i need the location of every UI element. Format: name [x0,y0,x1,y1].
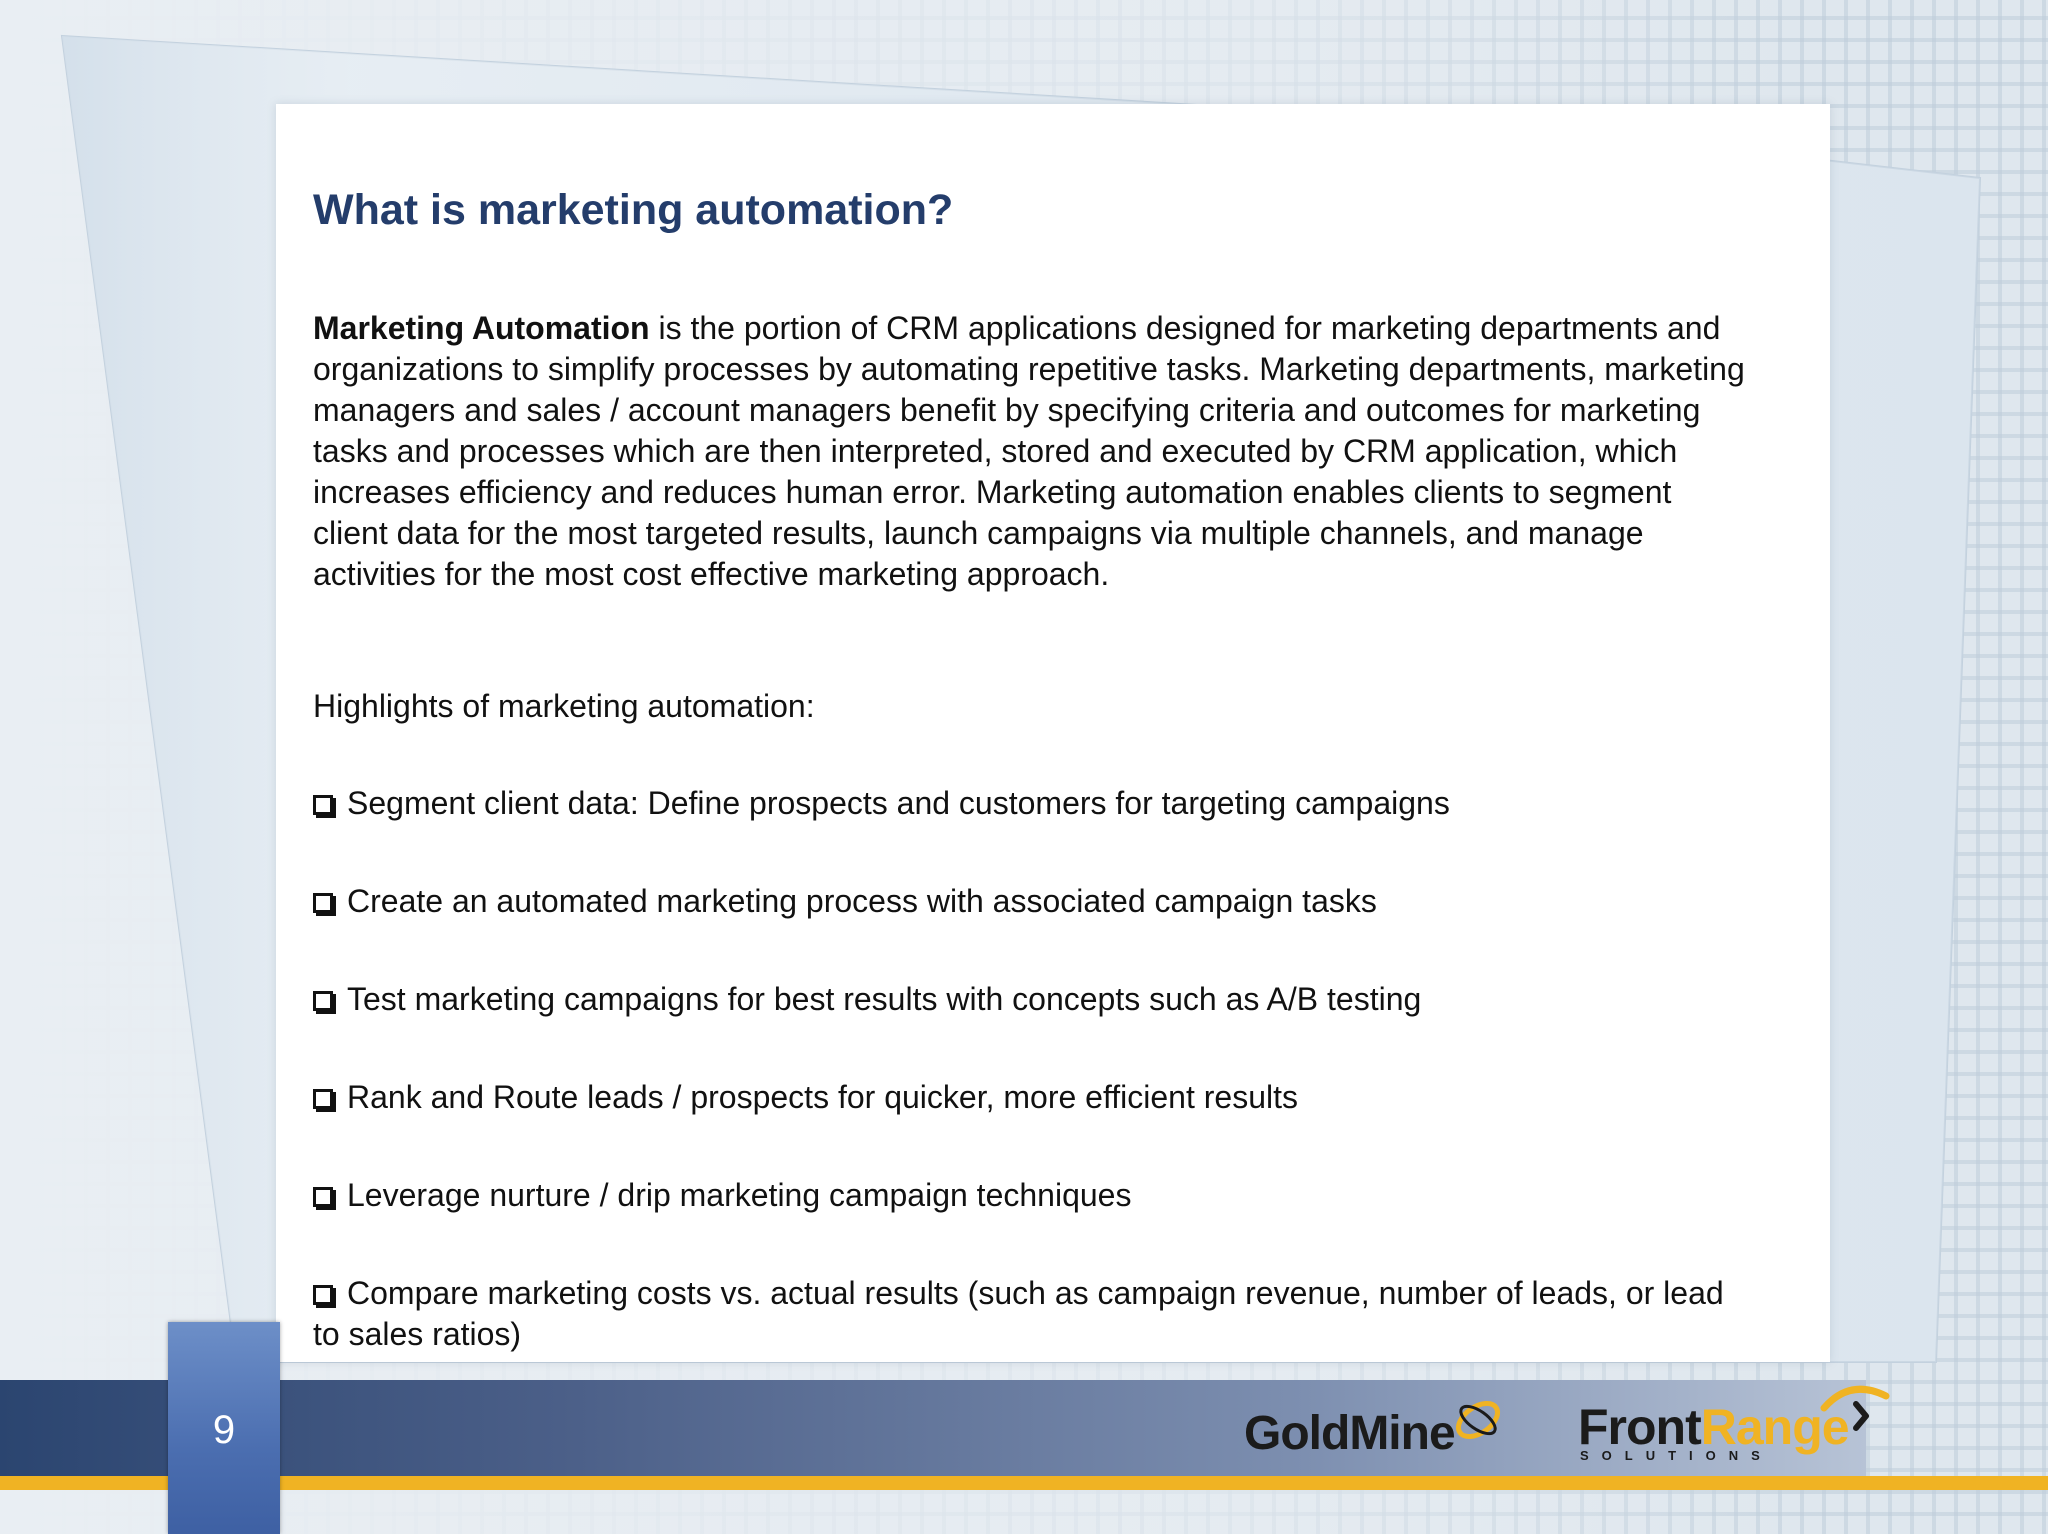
checkbox-icon [313,1089,333,1109]
frontrange-logo-front: Front [1578,1399,1701,1455]
intro-paragraph [313,308,1753,595]
highlights-heading: Highlights of marketing automation: [313,688,815,724]
list-item [313,979,1753,1020]
checkbox-icon [313,1285,333,1305]
footer-accent-line [0,1476,2048,1490]
highlights-list [313,783,1753,1355]
checkbox-icon [313,893,333,913]
checkbox-icon [313,1187,333,1207]
list-item [313,1175,1753,1216]
goldmine-logo: GoldMine [1244,1407,1455,1460]
frontrange-logo-subtitle: SOLUTIONS [1580,1448,1773,1463]
list-item-text: Leverage nurture / drip marketing campaign techniques [347,1177,1132,1213]
list-item-text: Test marketing campaigns for best results with concepts such as A/B testing [347,981,1422,1017]
list-item-text: Create an automated marketing process with associated campaign tasks [347,883,1377,919]
intro-text: is the portion of CRM applications designed for marketing departments and organizations to simplify processes by automating repetitive tasks. Marketing departments, marketing managers and sales / account managers benefit by specifying criteria and outcomes for marketing tasks and processes which are then interpreted, stored and executed by CRM application, which increases efficiency and reduces human error. Marketing automation enables clients to segment client data for the most targeted results, launch campaigns via multiple channels, and manage activities for the most cost effective marketing approach. [313,310,1745,592]
checkbox-icon [313,991,333,1011]
goldmine-swirl-icon [1448,1390,1508,1450]
frontrange-swoosh-icon [1820,1378,1890,1438]
checkbox-icon [313,795,333,815]
list-item [313,783,1753,824]
list-item-text: Rank and Route leads / prospects for quicker, more efficient results [347,1079,1298,1115]
list-item-text: Segment client data: Define prospects and customers for targeting campaigns [347,785,1450,821]
list-item [313,1273,1753,1355]
list-item [313,881,1753,922]
frontrange-logo-range: Range [1700,1399,1849,1455]
list-item-text: Compare marketing costs vs. actual results (such as campaign revenue, number of leads, or lead to sales ratios) [313,1275,1724,1352]
intro-term: Marketing Automation [313,310,650,346]
list-item [313,1077,1753,1118]
slide-title: What is marketing automation? [313,186,954,234]
page-number: 9 [212,1408,236,1452]
